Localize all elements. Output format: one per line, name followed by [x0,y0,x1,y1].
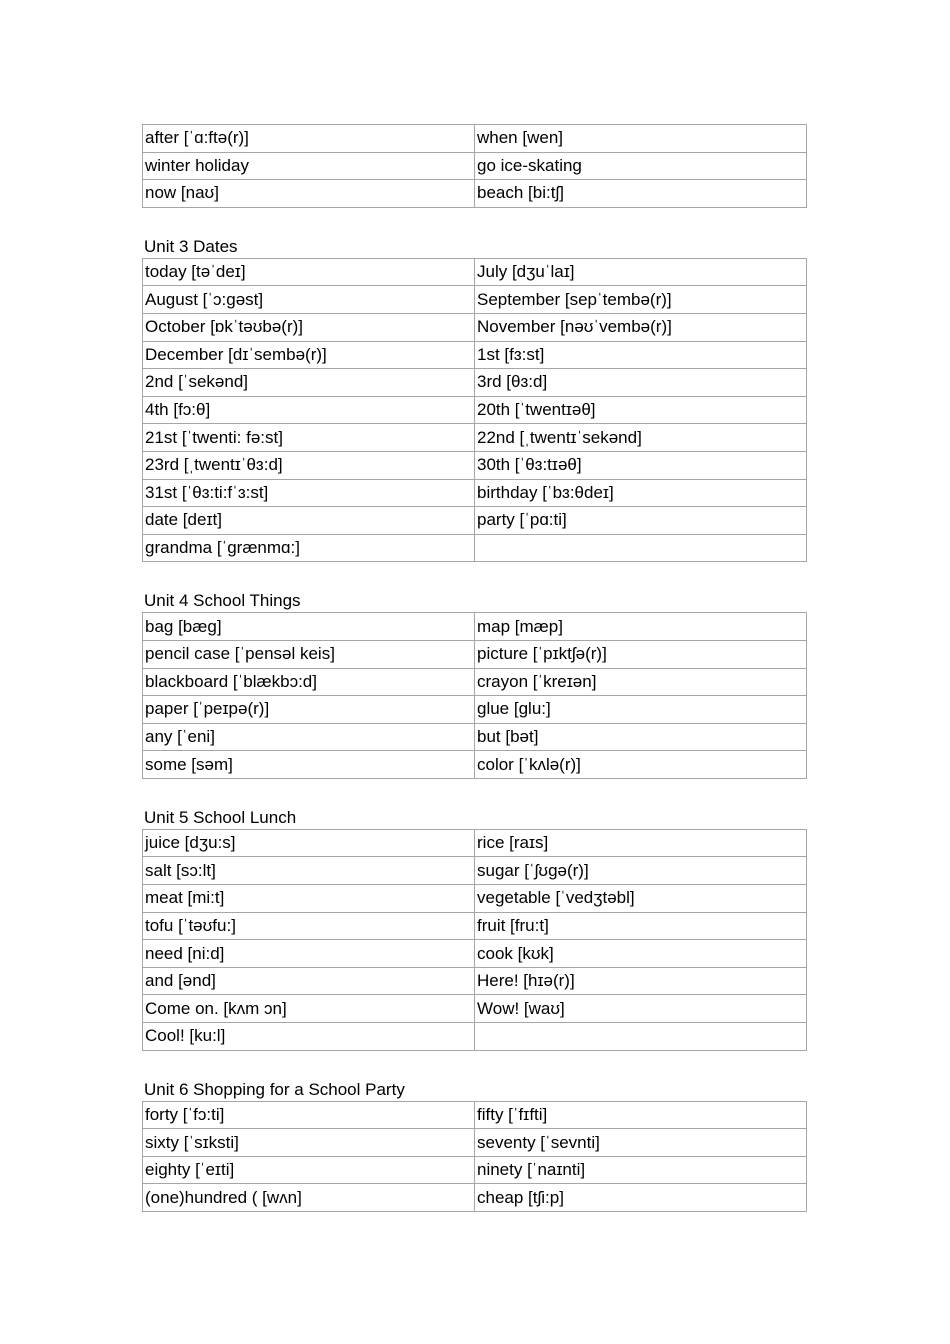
table-row [143,940,807,968]
vocab-cell-left: 21st [ˈtwenti: fə:st] [143,424,475,452]
vocab-cell-right: picture [ˈpɪktʃə(r)] [475,640,807,668]
vocab-cell-right: cook [kʊk] [475,940,807,968]
vocab-table [142,258,807,563]
table-row [143,723,807,751]
table-row [143,479,807,507]
section-title: Unit 4 School Things [144,591,301,611]
vocab-cell-right: cheap [tʃi:p] [475,1184,807,1212]
vocab-table [142,829,807,1051]
vocab-cell-left: blackboard [ˈblækbɔ:d] [143,668,475,696]
table-row [143,507,807,535]
vocab-cell-left: August [ˈɔ:gəst] [143,286,475,314]
table-row [143,857,807,885]
vocab-cell-right: when [wen] [475,125,807,153]
vocab-cell-right: glue [glu:] [475,696,807,724]
section-spacer [142,562,806,586]
vocab-cell-left: forty [ˈfɔ:ti] [143,1101,475,1129]
vocab-cell-left: winter holiday [143,152,475,180]
vocab-cell-right: party [ˈpɑ:ti] [475,507,807,535]
vocab-cell-left: meat [mi:t] [143,885,475,913]
table-row [143,1184,807,1212]
table-row [143,885,807,913]
vocab-section [142,208,806,563]
vocab-cell-right: fruit [fru:t] [475,912,807,940]
vocab-cell-left: now [naʊ] [143,180,475,208]
vocab-cell-left: 23rd [ˌtwentɪˈθɜ:d] [143,451,475,479]
vocab-cell-left: Come on. [kʌm ɔn] [143,995,475,1023]
table-row [143,396,807,424]
vocab-cell-left: Cool! [ku:l] [143,1023,475,1051]
vocab-table [142,124,807,208]
vocab-cell-left: after [ˈɑ:ftə(r)] [143,125,475,153]
table-row [143,696,807,724]
vocab-cell-left: some [səm] [143,751,475,779]
section-title: Unit 3 Dates [144,236,238,256]
vocab-cell-right: rice [raɪs] [475,829,807,857]
section-title: Unit 6 Shopping for a School Party [144,1079,405,1099]
vocab-cell-left: and [ənd] [143,967,475,995]
vocab-cell-left: 4th [fɔ:θ] [143,396,475,424]
vocab-cell-left: December [dɪˈsembə(r)] [143,341,475,369]
table-row [143,313,807,341]
section-spacer [142,1051,806,1075]
document-page [142,124,806,1212]
section-title: Unit 5 School Lunch [144,807,297,827]
table-row [143,286,807,314]
vocab-cell-right: 20th [ˈtwentɪəθ] [475,396,807,424]
vocab-cell-right: ninety [ˈnaɪnti] [475,1156,807,1184]
vocab-cell-left: 31st [ˈθɜ:ti:fˈɜ:st] [143,479,475,507]
vocab-cell-right: seventy [ˈsevnti] [475,1129,807,1157]
vocab-cell-left: any [ˈeni] [143,723,475,751]
table-row [143,1156,807,1184]
vocab-cell-left: paper [ˈpeɪpə(r)] [143,696,475,724]
table-row [143,125,807,153]
vocab-cell-right: vegetable [ˈvedʒtəbl] [475,885,807,913]
vocab-cell-left: October [ɒkˈtəʊbə(r)] [143,313,475,341]
table-row [143,258,807,286]
vocab-table [142,612,807,779]
table-row [143,152,807,180]
table-row [143,1101,807,1129]
vocab-cell-right: beach [bi:tʃ] [475,180,807,208]
vocab-cell-right: map [mæp] [475,613,807,641]
table-row [143,967,807,995]
vocab-cell-left: pencil case [ˈpensəl keis] [143,640,475,668]
vocab-cell-left: sixty [ˈsɪksti] [143,1129,475,1157]
vocab-cell-right: fifty [ˈfɪfti] [475,1101,807,1129]
vocab-cell-left: (one)hundred ( [wʌn] [143,1184,475,1212]
table-row [143,180,807,208]
vocab-cell-right: Here! [hɪə(r)] [475,967,807,995]
table-row [143,1023,807,1051]
table-row [143,829,807,857]
table-row [143,912,807,940]
vocab-cell-left: grandma [ˈgrænmɑ:] [143,534,475,562]
vocab-cell-left: eighty [ˈeɪti] [143,1156,475,1184]
table-row [143,640,807,668]
vocab-cell-right: sugar [ˈʃʊgə(r)] [475,857,807,885]
vocab-section [142,562,806,779]
vocab-cell-right [475,1023,807,1051]
vocab-cell-right: crayon [ˈkreɪən] [475,668,807,696]
vocab-cell-left: tofu [ˈtəʊfu:] [143,912,475,940]
table-row [143,424,807,452]
vocab-cell-right: Wow! [waʊ] [475,995,807,1023]
vocab-cell-right [475,534,807,562]
table-row [143,751,807,779]
vocab-section [142,1051,806,1212]
vocab-section [142,124,806,208]
vocab-cell-right: color [ˈkʌlə(r)] [475,751,807,779]
table-row [143,613,807,641]
table-row [143,534,807,562]
vocab-cell-right: birthday [ˈbɜ:θdeɪ] [475,479,807,507]
vocab-table [142,1101,807,1212]
table-row [143,995,807,1023]
vocab-cell-left: date [deɪt] [143,507,475,535]
table-row [143,1129,807,1157]
section-spacer [142,779,806,803]
vocab-cell-left: juice [dʒu:s] [143,829,475,857]
vocab-cell-right: September [sepˈtembə(r)] [475,286,807,314]
vocab-cell-right: 30th [ˈθɜ:tɪəθ] [475,451,807,479]
table-row [143,668,807,696]
vocab-cell-left: bag [bæg] [143,613,475,641]
vocab-cell-right: go ice-skating [475,152,807,180]
vocab-cell-right: July [dʒuˈlaɪ] [475,258,807,286]
vocab-cell-left: 2nd [ˈsekənd] [143,369,475,397]
vocab-cell-left: today [təˈdeɪ] [143,258,475,286]
vocab-cell-right: 3rd [θɜ:d] [475,369,807,397]
vocab-cell-right: 1st [fɜ:st] [475,341,807,369]
table-row [143,369,807,397]
section-spacer [142,208,806,232]
vocab-cell-right: but [bət] [475,723,807,751]
vocab-cell-left: need [ni:d] [143,940,475,968]
table-row [143,451,807,479]
vocab-cell-right: 22nd [ˌtwentɪˈsekənd] [475,424,807,452]
vocab-cell-left: salt [sɔ:lt] [143,857,475,885]
vocab-cell-right: November [nəʊˈvembə(r)] [475,313,807,341]
table-row [143,341,807,369]
vocab-section [142,779,806,1051]
